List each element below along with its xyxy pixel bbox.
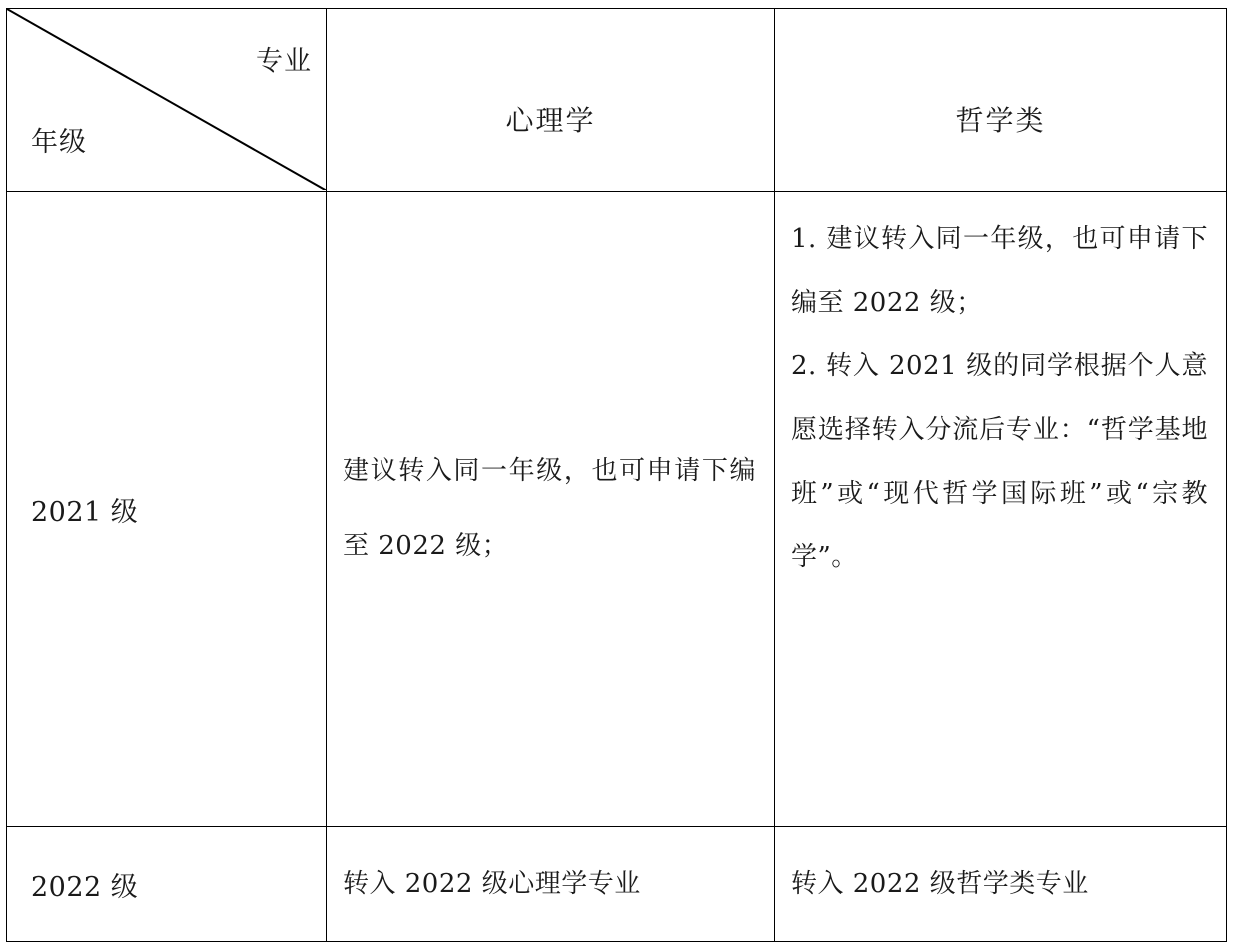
row-header-grade-2022: 2022 级 (7, 827, 327, 942)
table-corner-header (7, 9, 327, 192)
cell-2021-psychology: 建议转入同一年级，也可申请下编至 2022 级； (327, 192, 775, 827)
table-row (7, 192, 1227, 827)
document-page (0, 8, 1248, 951)
column-header-psychology: 心理学 (327, 9, 775, 192)
cell-2021-philosophy-line-2: 2. 转入 2021 级的同学根据个人意愿选择转入分流后专业：“哲学基地班”或“现代哲学国际班”或“宗教学”。 (791, 351, 1208, 573)
cell-2022-psychology: 转入 2022 级心理学专业 (327, 827, 775, 942)
cell-2022-philosophy: 转入 2022 级哲学类专业 (775, 827, 1227, 942)
table-header-row (7, 9, 1227, 192)
table-row (7, 827, 1227, 942)
diagonal-divider-line (7, 9, 326, 190)
corner-row-label: 年级 (31, 127, 87, 158)
corner-column-label: 专业 (256, 46, 312, 77)
transfer-policy-table (6, 8, 1227, 942)
row-header-grade-2021: 2021 级 (7, 192, 327, 827)
cell-2021-philosophy-line-1: 1. 建议转入同一年级，也可申请下编至 2022 级； (791, 224, 1208, 318)
cell-2021-philosophy (775, 192, 1227, 827)
column-header-philosophy: 哲学类 (775, 9, 1227, 192)
